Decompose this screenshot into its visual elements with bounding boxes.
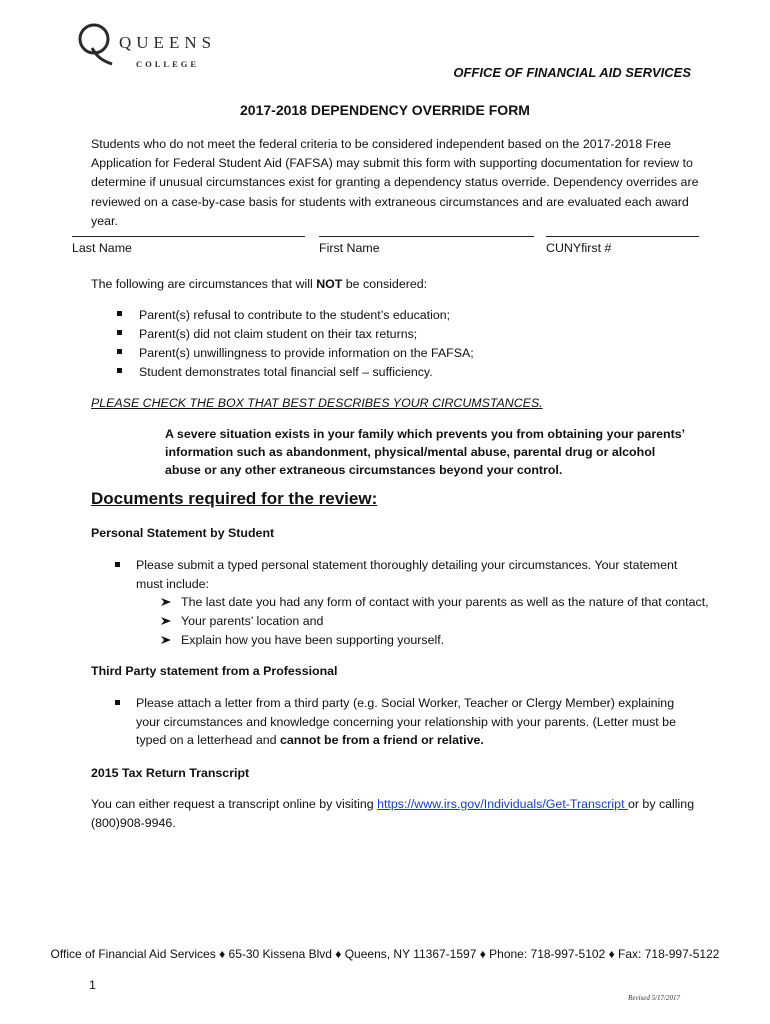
tax-transcript-heading: 2015 Tax Return Transcript	[91, 766, 250, 780]
revised-date: Revised 5/17/2017	[628, 994, 680, 1002]
list-item: Explain how you have been supporting yourself.	[160, 631, 709, 650]
office-header: OFFICE OF FINANCIAL AID SERVICES	[453, 65, 691, 80]
list-item: Parent(s) refusal to contribute to the student’s education;	[117, 306, 474, 325]
circumstances-intro	[91, 275, 427, 293]
page-number: 1	[89, 978, 96, 992]
arrow-right-icon	[160, 616, 172, 626]
circumstances-intro-text: The following are circumstances that will	[91, 277, 317, 291]
personal-statement-bullet: Please submit a typed personal statement thoroughly detailing your circumstances. Your statement must include:	[115, 556, 685, 593]
circumstances-intro-end: be considered:	[342, 277, 428, 291]
footer-address: Office of Financial Aid Services ♦ 65-30 Kissena Blvd ♦ Queens, NY 11367-1597 ♦ Phone: 718-997-5102 ♦ Fax: 718-997-5122	[50, 947, 720, 961]
bullet-icon	[117, 330, 122, 335]
irs-transcript-link[interactable]: https://www.irs.gov/Individuals/Get-Transcript	[377, 797, 628, 811]
third-party-bullet: Please attach a letter from a third party (e.g. Social Worker, Teacher or Clergy Member) explaining your circumstances and knowledge concerning your relationship with your parents. (Letter must be typed on a letterhead and cannot be from a friend or relative.	[115, 694, 685, 750]
logo-college-text: COLLEGE	[136, 59, 200, 69]
bullet-icon	[115, 562, 120, 567]
first-name-line[interactable]	[319, 236, 534, 237]
not-emphasis: NOT	[316, 277, 343, 291]
not-considered-list	[117, 306, 474, 382]
first-name-label: First Name	[319, 241, 380, 255]
bullet-icon	[117, 368, 122, 373]
form-title: 2017-2018 DEPENDENCY OVERRIDE FORM	[240, 102, 530, 118]
logo-queens-text: QUEENS	[119, 33, 217, 52]
arrow-right-icon	[160, 597, 172, 607]
personal-statement-items	[160, 593, 709, 650]
list-item: Parent(s) did not claim student on their tax returns;	[117, 325, 474, 344]
cunyfirst-line[interactable]	[546, 236, 699, 237]
list-item: Your parents’ location and	[160, 612, 709, 631]
last-name-label: Last Name	[72, 241, 132, 255]
last-name-line[interactable]	[72, 236, 305, 237]
list-item: The last date you had any form of contact with your parents as well as the nature of that contact,	[160, 593, 709, 612]
third-party-heading: Third Party statement from a Professional	[91, 664, 338, 678]
bullet-icon	[115, 700, 120, 705]
queens-college-logo-mark	[76, 22, 116, 66]
bullet-icon	[117, 311, 122, 316]
intro-paragraph: Students who do not meet the federal criteria to be considered independent based on the 2017-2018 Free Application for Federal Student Aid (FAFSA) may submit this form with supporting documentation for review to determine if unusual circumstances exist for granting a dependency status override. Dependency overrides are reviewed on a case-by-case basis for students with extraneous circumstances and are evaluated each award year.	[91, 137, 699, 228]
bullet-icon	[117, 349, 122, 354]
severe-situation-option[interactable]: A severe situation exists in your family which prevents you from obtaining your parents’ information such as abandonment, physical/mental abuse, parental drug or alcohol abuse or any other extraneous circumstances beyond your control.	[165, 427, 685, 477]
check-instruction: PLEASE CHECK THE BOX THAT BEST DESCRIBES YOUR CIRCUMSTANCES.	[91, 396, 543, 410]
personal-statement-heading: Personal Statement by Student	[91, 526, 275, 540]
cunyfirst-label: CUNYfirst #	[546, 241, 612, 255]
tax-transcript-text: You can either request a transcript online by visiting https://www.irs.gov/Individuals/Get-Transcript or by calling (800)908-9946.	[91, 797, 695, 830]
arrow-right-icon	[160, 635, 172, 645]
list-item: Parent(s) unwillingness to provide information on the FAFSA;	[117, 344, 474, 363]
list-item: Student demonstrates total financial self – sufficiency.	[117, 363, 474, 382]
documents-heading: Documents required for the review:	[91, 489, 378, 508]
